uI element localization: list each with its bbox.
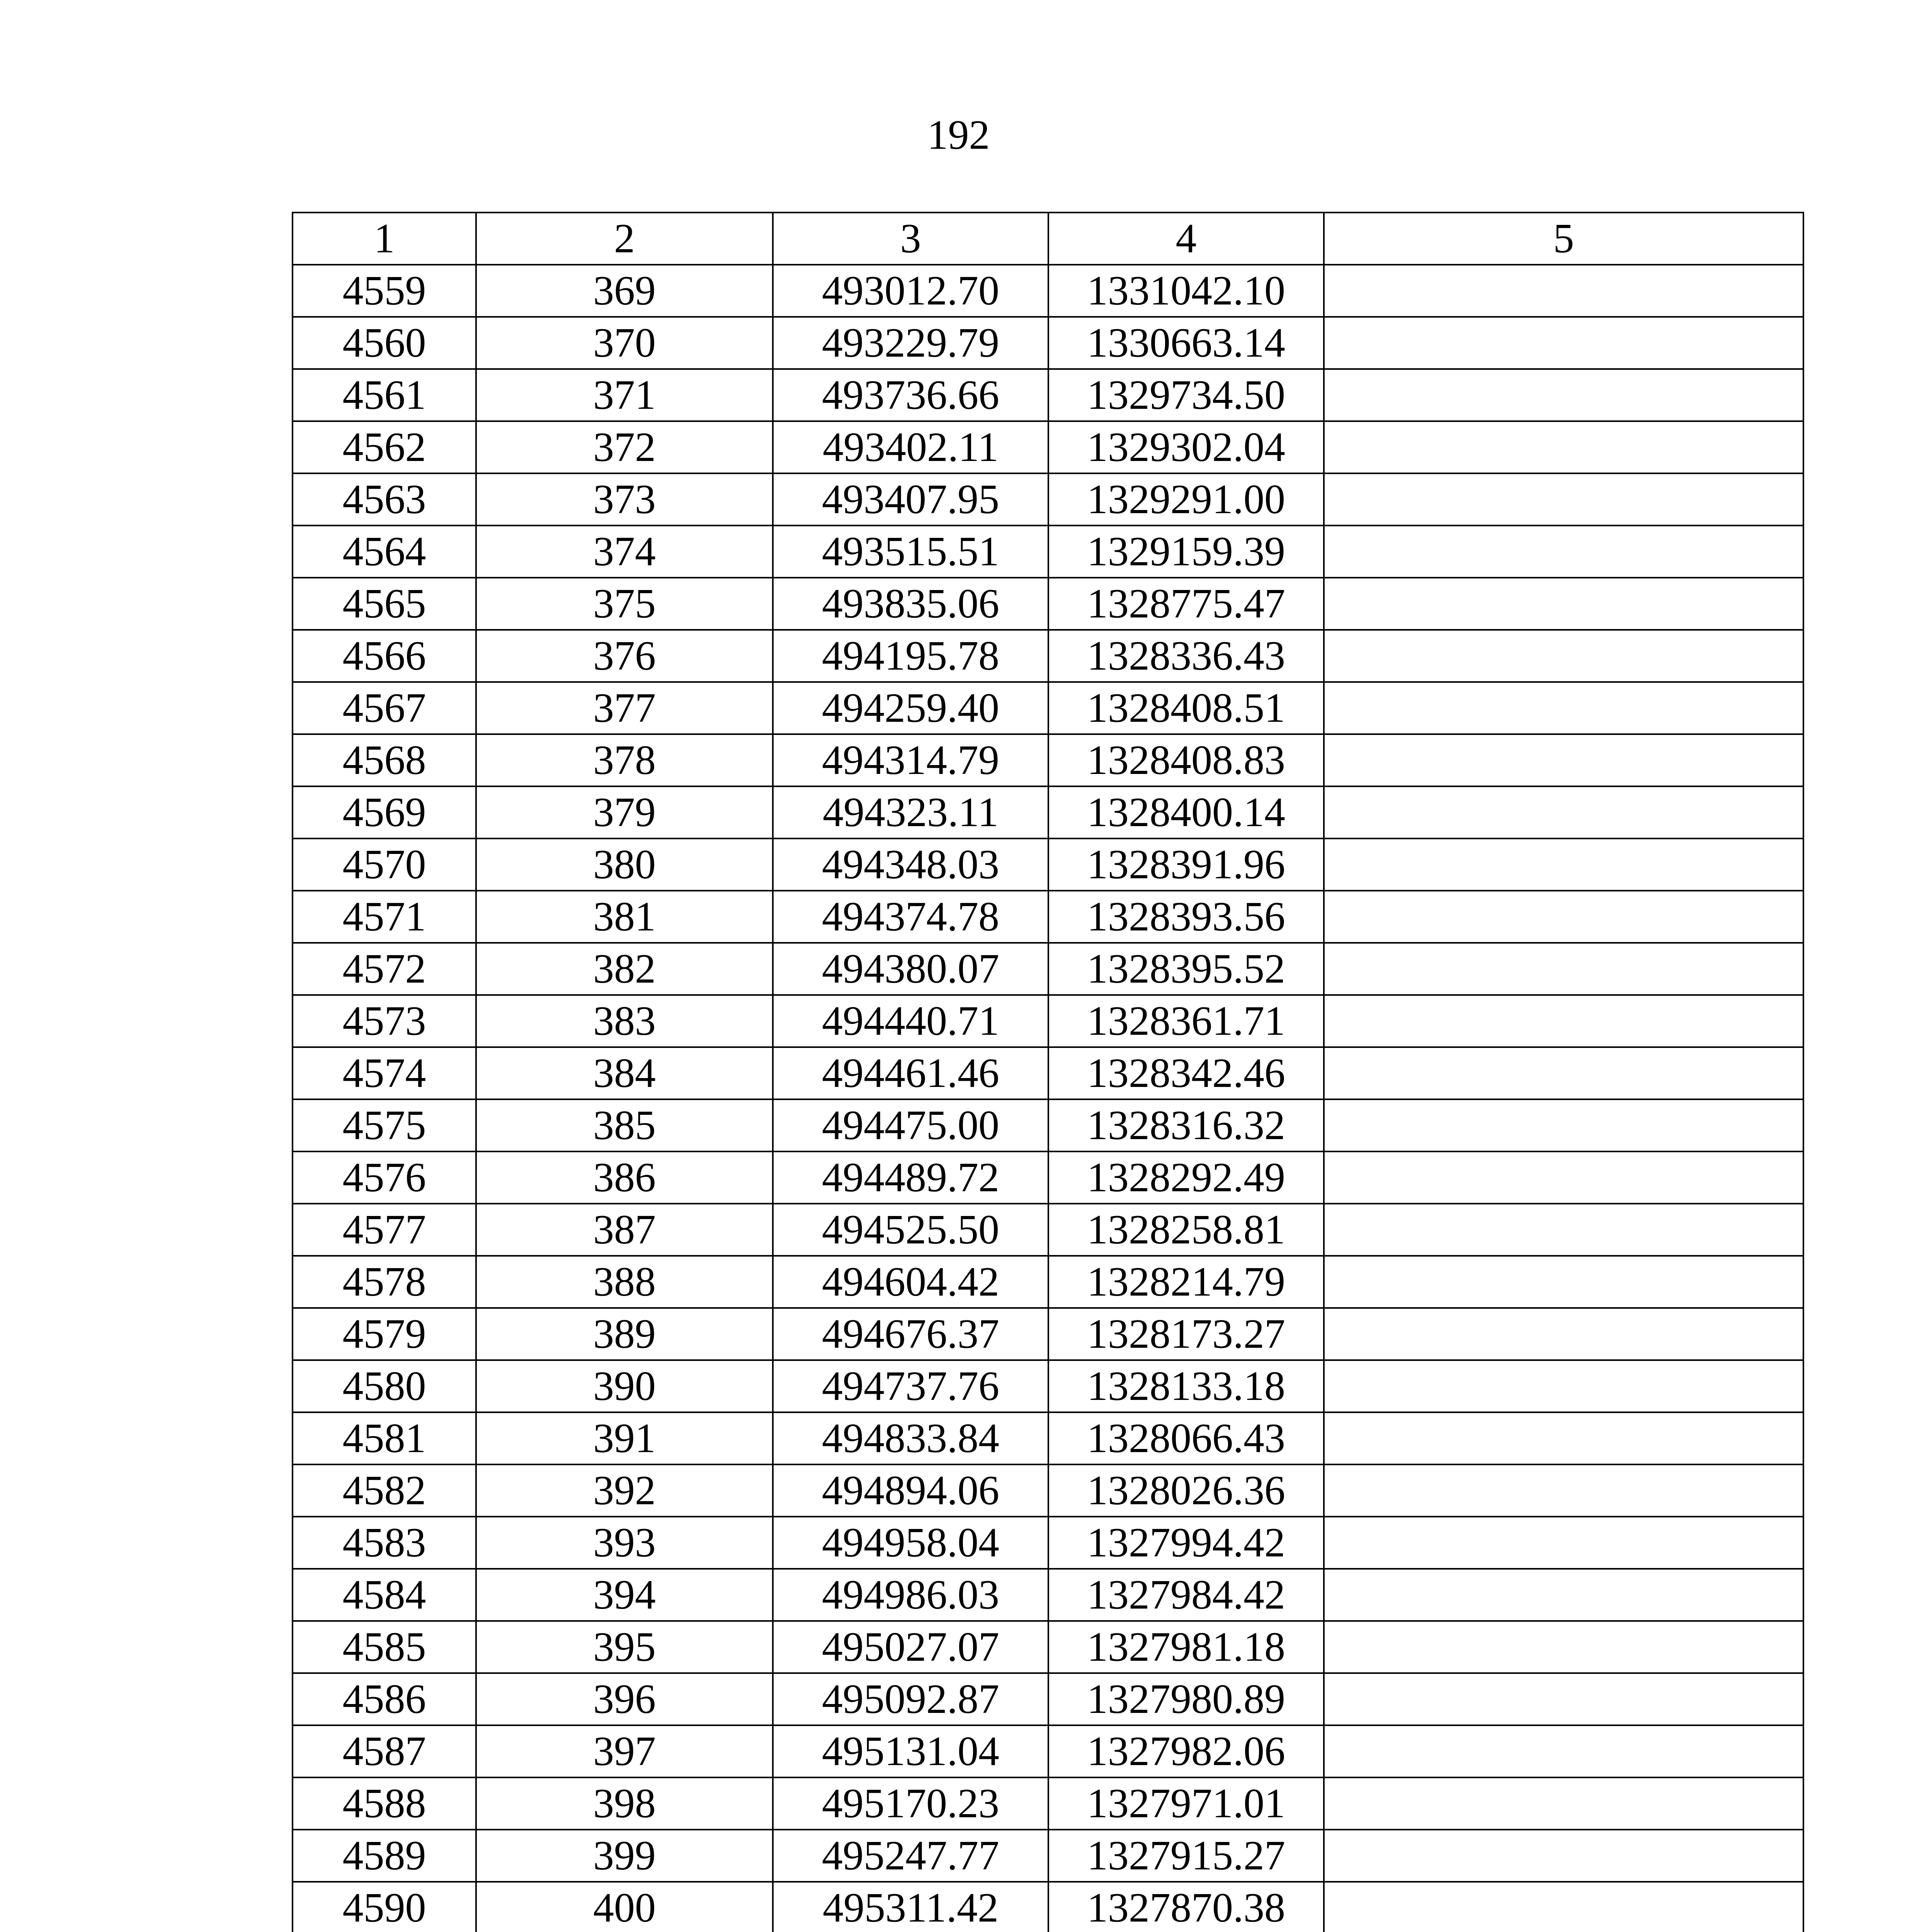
cell-sequence-number: 385 — [476, 1099, 773, 1151]
cell-coordinate-x: 493229.79 — [773, 317, 1048, 369]
cell-coordinate-x: 494604.42 — [773, 1256, 1048, 1308]
cell-coordinate-y: 1327984.42 — [1048, 1569, 1324, 1621]
cell-coordinate-x: 495092.87 — [773, 1673, 1048, 1725]
cell-sequence-number: 369 — [476, 265, 773, 317]
table-row — [293, 1204, 1803, 1256]
cell-coordinate-y: 1328391.96 — [1048, 838, 1324, 891]
cell-point-number: 4569 — [293, 786, 476, 838]
cell-note — [1324, 1360, 1803, 1412]
cell-point-number: 4577 — [293, 1204, 476, 1256]
cell-coordinate-x: 493012.70 — [773, 265, 1048, 317]
table-row — [293, 369, 1803, 421]
table-header-row — [293, 213, 1803, 265]
cell-sequence-number: 391 — [476, 1412, 773, 1464]
cell-coordinate-y: 1328336.43 — [1048, 630, 1324, 682]
cell-note — [1324, 1047, 1803, 1099]
cell-coordinate-x: 494894.06 — [773, 1464, 1048, 1517]
cell-coordinate-y: 1328133.18 — [1048, 1360, 1324, 1412]
cell-note — [1324, 317, 1803, 369]
cell-coordinate-y: 1329159.39 — [1048, 526, 1324, 578]
cell-sequence-number: 384 — [476, 1047, 773, 1099]
table-row — [293, 1360, 1803, 1412]
cell-sequence-number: 388 — [476, 1256, 773, 1308]
coordinates-table — [292, 212, 1804, 1932]
cell-coordinate-y: 1328316.32 — [1048, 1099, 1324, 1151]
cell-sequence-number: 397 — [476, 1725, 773, 1777]
cell-coordinate-y: 1327994.42 — [1048, 1517, 1324, 1569]
cell-coordinate-x: 494314.79 — [773, 734, 1048, 786]
cell-point-number: 4564 — [293, 526, 476, 578]
cell-coordinate-x: 494440.71 — [773, 995, 1048, 1047]
cell-note — [1324, 786, 1803, 838]
table-row — [293, 1099, 1803, 1151]
table-row — [293, 1830, 1803, 1882]
table-row — [293, 1569, 1803, 1621]
column-header-1: 1 — [293, 213, 476, 265]
cell-point-number: 4578 — [293, 1256, 476, 1308]
cell-coordinate-x: 493736.66 — [773, 369, 1048, 421]
cell-note — [1324, 1882, 1803, 1932]
cell-point-number: 4576 — [293, 1151, 476, 1204]
cell-sequence-number: 376 — [476, 630, 773, 682]
cell-point-number: 4581 — [293, 1412, 476, 1464]
cell-note — [1324, 578, 1803, 630]
cell-note — [1324, 943, 1803, 995]
cell-sequence-number: 387 — [476, 1204, 773, 1256]
cell-coordinate-x: 494525.50 — [773, 1204, 1048, 1256]
cell-coordinate-y: 1328173.27 — [1048, 1308, 1324, 1360]
cell-sequence-number: 383 — [476, 995, 773, 1047]
column-header-4: 4 — [1048, 213, 1324, 265]
cell-point-number: 4585 — [293, 1621, 476, 1673]
cell-point-number: 4560 — [293, 317, 476, 369]
cell-sequence-number: 374 — [476, 526, 773, 578]
cell-coordinate-x: 495170.23 — [773, 1777, 1048, 1830]
cell-point-number: 4587 — [293, 1725, 476, 1777]
cell-coordinate-x: 493515.51 — [773, 526, 1048, 578]
cell-sequence-number: 400 — [476, 1882, 773, 1932]
cell-coordinate-y: 1329302.04 — [1048, 421, 1324, 473]
cell-coordinate-y: 1327971.01 — [1048, 1777, 1324, 1830]
table-row — [293, 1621, 1803, 1673]
cell-sequence-number: 378 — [476, 734, 773, 786]
cell-point-number: 4583 — [293, 1517, 476, 1569]
cell-note — [1324, 891, 1803, 943]
cell-point-number: 4586 — [293, 1673, 476, 1725]
cell-coordinate-x: 494475.00 — [773, 1099, 1048, 1151]
cell-note — [1324, 682, 1803, 734]
cell-note — [1324, 1099, 1803, 1151]
cell-coordinate-y: 1327982.06 — [1048, 1725, 1324, 1777]
table-body — [293, 265, 1803, 1932]
cell-point-number: 4572 — [293, 943, 476, 995]
cell-point-number: 4566 — [293, 630, 476, 682]
cell-sequence-number: 373 — [476, 473, 773, 526]
cell-coordinate-x: 494958.04 — [773, 1517, 1048, 1569]
cell-point-number: 4562 — [293, 421, 476, 473]
cell-note — [1324, 1256, 1803, 1308]
table-row — [293, 838, 1803, 891]
cell-coordinate-y: 1327870.38 — [1048, 1882, 1324, 1932]
cell-coordinate-y: 1328066.43 — [1048, 1412, 1324, 1464]
cell-coordinate-x: 494833.84 — [773, 1412, 1048, 1464]
cell-sequence-number: 375 — [476, 578, 773, 630]
cell-point-number: 4584 — [293, 1569, 476, 1621]
table-row — [293, 995, 1803, 1047]
table-row — [293, 943, 1803, 995]
table-row — [293, 473, 1803, 526]
cell-point-number: 4571 — [293, 891, 476, 943]
table-row — [293, 1412, 1803, 1464]
cell-note — [1324, 734, 1803, 786]
table-row — [293, 265, 1803, 317]
cell-sequence-number: 393 — [476, 1517, 773, 1569]
cell-coordinate-x: 494348.03 — [773, 838, 1048, 891]
cell-coordinate-x: 493835.06 — [773, 578, 1048, 630]
cell-coordinate-y: 1328775.47 — [1048, 578, 1324, 630]
cell-sequence-number: 371 — [476, 369, 773, 421]
table-row — [293, 682, 1803, 734]
table-row — [293, 891, 1803, 943]
cell-coordinate-y: 1329291.00 — [1048, 473, 1324, 526]
cell-coordinate-x: 495027.07 — [773, 1621, 1048, 1673]
cell-coordinate-x: 494737.76 — [773, 1360, 1048, 1412]
cell-coordinate-y: 1328258.81 — [1048, 1204, 1324, 1256]
cell-coordinate-y: 1331042.10 — [1048, 265, 1324, 317]
cell-note — [1324, 1464, 1803, 1517]
cell-note — [1324, 1621, 1803, 1673]
cell-note — [1324, 1308, 1803, 1360]
table-row — [293, 1047, 1803, 1099]
cell-point-number: 4588 — [293, 1777, 476, 1830]
table-row — [293, 526, 1803, 578]
column-header-3: 3 — [773, 213, 1048, 265]
column-header-5: 5 — [1324, 213, 1803, 265]
cell-note — [1324, 265, 1803, 317]
cell-point-number: 4579 — [293, 1308, 476, 1360]
table-row — [293, 1308, 1803, 1360]
table-row — [293, 317, 1803, 369]
cell-sequence-number: 392 — [476, 1464, 773, 1517]
cell-coordinate-x: 494195.78 — [773, 630, 1048, 682]
cell-sequence-number: 398 — [476, 1777, 773, 1830]
cell-coordinate-x: 494461.46 — [773, 1047, 1048, 1099]
cell-coordinate-y: 1327915.27 — [1048, 1830, 1324, 1882]
cell-sequence-number: 380 — [476, 838, 773, 891]
cell-coordinate-y: 1328214.79 — [1048, 1256, 1324, 1308]
cell-coordinate-x: 495131.04 — [773, 1725, 1048, 1777]
cell-note — [1324, 995, 1803, 1047]
cell-coordinate-y: 1328342.46 — [1048, 1047, 1324, 1099]
page-number: 192 — [927, 112, 990, 158]
cell-coordinate-y: 1328292.49 — [1048, 1151, 1324, 1204]
cell-sequence-number: 386 — [476, 1151, 773, 1204]
cell-point-number: 4573 — [293, 995, 476, 1047]
cell-note — [1324, 1569, 1803, 1621]
cell-point-number: 4582 — [293, 1464, 476, 1517]
table-row — [293, 1725, 1803, 1777]
cell-coordinate-y: 1328395.52 — [1048, 943, 1324, 995]
cell-sequence-number: 381 — [476, 891, 773, 943]
cell-sequence-number: 395 — [476, 1621, 773, 1673]
cell-note — [1324, 369, 1803, 421]
cell-point-number: 4589 — [293, 1830, 476, 1882]
table-row — [293, 1777, 1803, 1830]
cell-sequence-number: 390 — [476, 1360, 773, 1412]
cell-point-number: 4580 — [293, 1360, 476, 1412]
cell-coordinate-y: 1330663.14 — [1048, 317, 1324, 369]
table-row — [293, 630, 1803, 682]
table-row — [293, 1673, 1803, 1725]
table-row — [293, 1151, 1803, 1204]
cell-point-number: 4568 — [293, 734, 476, 786]
table-row — [293, 786, 1803, 838]
cell-coordinate-y: 1329734.50 — [1048, 369, 1324, 421]
cell-note — [1324, 1204, 1803, 1256]
cell-coordinate-x: 494489.72 — [773, 1151, 1048, 1204]
cell-sequence-number: 372 — [476, 421, 773, 473]
cell-point-number: 4563 — [293, 473, 476, 526]
cell-sequence-number: 377 — [476, 682, 773, 734]
cell-note — [1324, 1673, 1803, 1725]
cell-note — [1324, 1412, 1803, 1464]
table-row — [293, 1256, 1803, 1308]
cell-sequence-number: 394 — [476, 1569, 773, 1621]
cell-coordinate-x: 494676.37 — [773, 1308, 1048, 1360]
cell-note — [1324, 1725, 1803, 1777]
cell-sequence-number: 389 — [476, 1308, 773, 1360]
cell-point-number: 4565 — [293, 578, 476, 630]
cell-sequence-number: 399 — [476, 1830, 773, 1882]
cell-coordinate-x: 494259.40 — [773, 682, 1048, 734]
cell-point-number: 4561 — [293, 369, 476, 421]
cell-coordinate-y: 1328408.51 — [1048, 682, 1324, 734]
cell-point-number: 4575 — [293, 1099, 476, 1151]
cell-coordinate-x: 495247.77 — [773, 1830, 1048, 1882]
cell-note — [1324, 526, 1803, 578]
cell-point-number: 4590 — [293, 1882, 476, 1932]
cell-coordinate-x: 494323.11 — [773, 786, 1048, 838]
cell-sequence-number: 382 — [476, 943, 773, 995]
cell-note — [1324, 630, 1803, 682]
cell-point-number: 4559 — [293, 265, 476, 317]
table-row — [293, 421, 1803, 473]
cell-coordinate-x: 494380.07 — [773, 943, 1048, 995]
cell-coordinate-y: 1328026.36 — [1048, 1464, 1324, 1517]
cell-sequence-number: 379 — [476, 786, 773, 838]
table-row — [293, 1517, 1803, 1569]
cell-note — [1324, 421, 1803, 473]
cell-coordinate-y: 1328400.14 — [1048, 786, 1324, 838]
table-row — [293, 1882, 1803, 1932]
cell-coordinate-y: 1327981.18 — [1048, 1621, 1324, 1673]
cell-note — [1324, 1830, 1803, 1882]
cell-coordinate-x: 493402.11 — [773, 421, 1048, 473]
cell-sequence-number: 370 — [476, 317, 773, 369]
cell-note — [1324, 1151, 1803, 1204]
cell-sequence-number: 396 — [476, 1673, 773, 1725]
cell-coordinate-x: 495311.42 — [773, 1882, 1048, 1932]
cell-coordinate-y: 1327980.89 — [1048, 1673, 1324, 1725]
table-row — [293, 734, 1803, 786]
column-header-2: 2 — [476, 213, 773, 265]
cell-coordinate-y: 1328408.83 — [1048, 734, 1324, 786]
cell-point-number: 4567 — [293, 682, 476, 734]
cell-coordinate-x: 494374.78 — [773, 891, 1048, 943]
table-row — [293, 1464, 1803, 1517]
cell-note — [1324, 1517, 1803, 1569]
cell-coordinate-y: 1328361.71 — [1048, 995, 1324, 1047]
cell-note — [1324, 838, 1803, 891]
cell-note — [1324, 473, 1803, 526]
cell-note — [1324, 1777, 1803, 1830]
cell-point-number: 4570 — [293, 838, 476, 891]
cell-coordinate-x: 493407.95 — [773, 473, 1048, 526]
cell-coordinate-x: 494986.03 — [773, 1569, 1048, 1621]
cell-coordinate-y: 1328393.56 — [1048, 891, 1324, 943]
table-row — [293, 578, 1803, 630]
cell-point-number: 4574 — [293, 1047, 476, 1099]
